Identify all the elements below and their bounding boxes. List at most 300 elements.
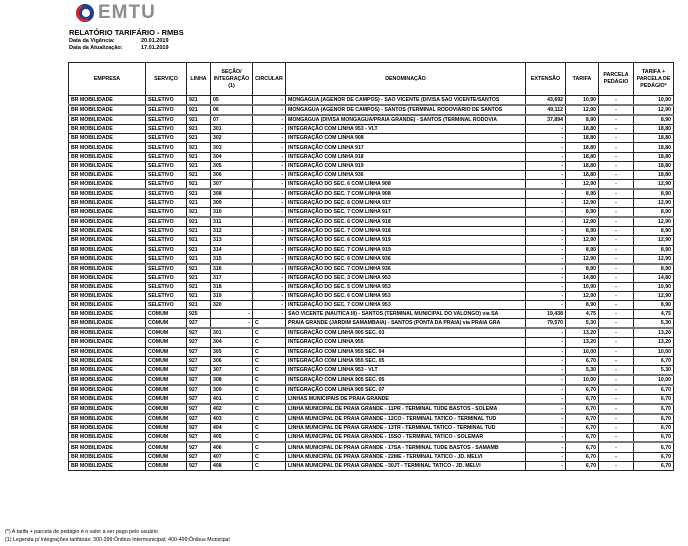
cell-secao: 307 bbox=[211, 179, 253, 189]
cell-linha: 921 bbox=[187, 208, 211, 218]
table-row bbox=[69, 161, 674, 170]
cell-circular: - bbox=[253, 115, 286, 125]
table-row bbox=[69, 208, 674, 218]
vigencia-line bbox=[69, 38, 169, 44]
cell-tarifa: 12,90 bbox=[566, 254, 599, 264]
cell-denominacao: INTEGRAÇÃO COM LINHA 908 bbox=[286, 134, 526, 143]
cell-secao: 309 bbox=[211, 385, 253, 395]
cell-servico: COMUM bbox=[146, 414, 187, 424]
cell-secao: - bbox=[211, 310, 253, 319]
cell-empresa: BR MOBILIDADE bbox=[69, 291, 146, 300]
cell-denominacao: LINHA MUNICIPAL DE PRAIA GRANDE - 13TR - TERMINAL TATICO - TERMINAL TUD bbox=[286, 424, 526, 433]
cell-parcela-pedagio: - bbox=[599, 385, 634, 395]
cell-circular: C bbox=[253, 442, 286, 452]
table-row bbox=[69, 96, 674, 106]
cell-denominacao: LINHA MUNICIPAL DE PRAIA GRANDE - 22ME - TERMINAL TATICO - JD. MELVI bbox=[286, 452, 526, 461]
cell-denominacao: MONGAGUA (AGENOR DE CAMPOS) - SANTOS (TERMINAL RODOVIARIO DE SANTOS bbox=[286, 105, 526, 115]
cell-tarifa: 18,80 bbox=[566, 125, 599, 134]
cell-parcela-pedagio: - bbox=[599, 291, 634, 300]
cell-tarifa: 6,70 bbox=[566, 395, 599, 405]
cell-linha: 927 bbox=[187, 442, 211, 452]
cell-denominacao: PRAIA GRANDE (JARDIM SAMAMBAIA) - SANTOS (PONTA DA PRAIA) via PRAIA GRA bbox=[286, 319, 526, 329]
cell-parcela-pedagio: - bbox=[599, 170, 634, 179]
cell-linha: 921 bbox=[187, 245, 211, 254]
cell-linha: 927 bbox=[187, 385, 211, 395]
cell-secao: 304 bbox=[211, 152, 253, 161]
cell-denominacao: INTEGRAÇÃO COM LINHA 936 bbox=[286, 170, 526, 179]
cell-extensao: 49,112 bbox=[526, 105, 566, 115]
cell-circular: - bbox=[253, 245, 286, 254]
cell-tarifa: 18,80 bbox=[566, 161, 599, 170]
table-row bbox=[69, 433, 674, 443]
cell-circular: - bbox=[253, 291, 286, 300]
cell-linha: 927 bbox=[187, 395, 211, 405]
table-row bbox=[69, 328, 674, 338]
cell-denominacao: INTEGRAÇÃO DO SEC. 6 COM LINHA 918 bbox=[286, 217, 526, 227]
table-row bbox=[69, 143, 674, 152]
col-tarifa: TARIFA bbox=[566, 63, 599, 96]
cell-circular: C bbox=[253, 338, 286, 347]
cell-secao: 317 bbox=[211, 273, 253, 282]
cell-servico: SELETIVO bbox=[146, 282, 187, 291]
cell-parcela-pedagio: - bbox=[599, 273, 634, 282]
cell-linha: 921 bbox=[187, 236, 211, 245]
cell-tarifa-total: 6,70 bbox=[634, 433, 674, 443]
cell-extensao: 79,570 bbox=[526, 319, 566, 329]
col-servico: SERVIÇO bbox=[146, 63, 187, 96]
cell-tarifa: 12,90 bbox=[566, 291, 599, 300]
table-row bbox=[69, 125, 674, 134]
cell-empresa: BR MOBILIDADE bbox=[69, 254, 146, 264]
cell-parcela-pedagio: - bbox=[599, 179, 634, 189]
cell-extensao: - bbox=[526, 301, 566, 310]
cell-extensao: - bbox=[526, 236, 566, 245]
cell-tarifa-total: 6,70 bbox=[634, 442, 674, 452]
cell-tarifa: 8,90 bbox=[566, 301, 599, 310]
cell-tarifa: 8,90 bbox=[566, 115, 599, 125]
table-row bbox=[69, 217, 674, 227]
table-row bbox=[69, 152, 674, 161]
cell-empresa: BR MOBILIDADE bbox=[69, 189, 146, 199]
cell-tarifa: 13,20 bbox=[566, 338, 599, 347]
cell-extensao: - bbox=[526, 254, 566, 264]
cell-circular: - bbox=[253, 152, 286, 161]
cell-tarifa: 10,90 bbox=[566, 96, 599, 106]
cell-secao: 320 bbox=[211, 301, 253, 310]
cell-parcela-pedagio: - bbox=[599, 134, 634, 143]
cell-tarifa-total: 18,80 bbox=[634, 125, 674, 134]
cell-secao: 301 bbox=[211, 125, 253, 134]
col-circular: CIRCULAR bbox=[253, 63, 286, 96]
cell-circular: C bbox=[253, 395, 286, 405]
cell-extensao: - bbox=[526, 424, 566, 433]
table-row bbox=[69, 424, 674, 433]
cell-extensao: - bbox=[526, 291, 566, 300]
cell-extensao: - bbox=[526, 385, 566, 395]
cell-tarifa: 6,70 bbox=[566, 385, 599, 395]
cell-parcela-pedagio: - bbox=[599, 301, 634, 310]
cell-tarifa-total: 10,90 bbox=[634, 96, 674, 106]
cell-empresa: BR MOBILIDADE bbox=[69, 442, 146, 452]
emtu-logo-icon bbox=[76, 4, 94, 22]
cell-servico: SELETIVO bbox=[146, 208, 187, 218]
cell-linha: 921 bbox=[187, 217, 211, 227]
cell-linha: 927 bbox=[187, 404, 211, 414]
cell-servico: SELETIVO bbox=[146, 105, 187, 115]
cell-secao: 307 bbox=[211, 365, 253, 375]
cell-tarifa: 10,90 bbox=[566, 282, 599, 291]
cell-parcela-pedagio: - bbox=[599, 461, 634, 470]
cell-servico: SELETIVO bbox=[146, 227, 187, 236]
cell-tarifa-total: 8,90 bbox=[634, 245, 674, 254]
cell-tarifa: 6,70 bbox=[566, 424, 599, 433]
cell-servico: SELETIVO bbox=[146, 217, 187, 227]
cell-denominacao: LINHA MUNICIPAL DE PRAIA GRANDE - 15SO - TERMINAL TATICO - SOLEMAR bbox=[286, 433, 526, 443]
cell-tarifa-total: 18,80 bbox=[634, 161, 674, 170]
table-row bbox=[69, 291, 674, 300]
table-row bbox=[69, 461, 674, 470]
cell-denominacao: INTEGRAÇÃO COM LINHA 953 - VLT bbox=[286, 365, 526, 375]
cell-extensao: - bbox=[526, 161, 566, 170]
cell-extensao: - bbox=[526, 245, 566, 254]
table-row bbox=[69, 189, 674, 199]
cell-tarifa-total: 5,30 bbox=[634, 319, 674, 329]
table-row bbox=[69, 264, 674, 274]
cell-extensao: - bbox=[526, 189, 566, 199]
cell-circular: C bbox=[253, 452, 286, 461]
cell-tarifa: 12,90 bbox=[566, 236, 599, 245]
cell-empresa: BR MOBILIDADE bbox=[69, 433, 146, 443]
cell-empresa: BR MOBILIDADE bbox=[69, 125, 146, 134]
cell-servico: SELETIVO bbox=[146, 96, 187, 106]
cell-linha: 927 bbox=[187, 414, 211, 424]
cell-secao: 305 bbox=[211, 347, 253, 356]
cell-empresa: BR MOBILIDADE bbox=[69, 461, 146, 470]
cell-linha: 927 bbox=[187, 433, 211, 443]
cell-extensao: - bbox=[526, 404, 566, 414]
cell-tarifa: 6,70 bbox=[566, 404, 599, 414]
cell-parcela-pedagio: - bbox=[599, 245, 634, 254]
cell-secao: 313 bbox=[211, 236, 253, 245]
cell-empresa: BR MOBILIDADE bbox=[69, 365, 146, 375]
cell-linha: 921 bbox=[187, 134, 211, 143]
cell-linha: 921 bbox=[187, 115, 211, 125]
cell-empresa: BR MOBILIDADE bbox=[69, 347, 146, 356]
cell-circular: - bbox=[253, 282, 286, 291]
cell-tarifa-total: 14,80 bbox=[634, 273, 674, 282]
cell-extensao: - bbox=[526, 208, 566, 218]
cell-linha: 921 bbox=[187, 273, 211, 282]
cell-circular: - bbox=[253, 199, 286, 208]
cell-secao: 404 bbox=[211, 424, 253, 433]
cell-servico: SELETIVO bbox=[146, 301, 187, 310]
cell-secao: 312 bbox=[211, 227, 253, 236]
cell-denominacao: INTEGRAÇÃO DO SEC. 3 COM LINHA 953 bbox=[286, 273, 526, 282]
cell-denominacao: SAO VICENTE (NAUTICA III) - SANTOS (TERMINAL MUNICIPAL DO VALONGO) via SA bbox=[286, 310, 526, 319]
cell-servico: COMUM bbox=[146, 356, 187, 365]
cell-extensao: - bbox=[526, 375, 566, 385]
cell-tarifa-total: 6,70 bbox=[634, 385, 674, 395]
cell-empresa: BR MOBILIDADE bbox=[69, 96, 146, 106]
cell-parcela-pedagio: - bbox=[599, 236, 634, 245]
cell-servico: COMUM bbox=[146, 319, 187, 329]
cell-circular: - bbox=[253, 105, 286, 115]
cell-secao: - bbox=[211, 319, 253, 329]
table-row bbox=[69, 385, 674, 395]
table-row bbox=[69, 245, 674, 254]
cell-denominacao: MONGAGUA (DIVISA MONGAGUA/PRAIA GRANDE) - SANTOS (TERMINAL RODOVIA bbox=[286, 115, 526, 125]
cell-servico: SELETIVO bbox=[146, 189, 187, 199]
table-row bbox=[69, 404, 674, 414]
cell-tarifa-total: 13,20 bbox=[634, 328, 674, 338]
cell-empresa: BR MOBILIDADE bbox=[69, 227, 146, 236]
cell-extensao: - bbox=[526, 152, 566, 161]
cell-empresa: BR MOBILIDADE bbox=[69, 152, 146, 161]
cell-circular: - bbox=[253, 310, 286, 319]
cell-linha: 921 bbox=[187, 199, 211, 208]
cell-denominacao: INTEGRAÇÃO DO SEC. 6 COM LINHA 908 bbox=[286, 179, 526, 189]
cell-linha: 921 bbox=[187, 105, 211, 115]
cell-linha: 927 bbox=[187, 365, 211, 375]
cell-parcela-pedagio: - bbox=[599, 199, 634, 208]
cell-tarifa: 8,90 bbox=[566, 245, 599, 254]
cell-parcela-pedagio: - bbox=[599, 254, 634, 264]
cell-secao: 401 bbox=[211, 395, 253, 405]
cell-tarifa-total: 5,30 bbox=[634, 365, 674, 375]
col-parcela-pedagio: PARCELA PEDÁGIO bbox=[599, 63, 634, 96]
cell-circular: - bbox=[253, 179, 286, 189]
cell-linha: 921 bbox=[187, 264, 211, 274]
table-row bbox=[69, 134, 674, 143]
cell-tarifa-total: 12,90 bbox=[634, 236, 674, 245]
cell-tarifa: 12,90 bbox=[566, 199, 599, 208]
cell-secao: 306 bbox=[211, 170, 253, 179]
cell-tarifa: 5,30 bbox=[566, 319, 599, 329]
cell-extensao: 19,438 bbox=[526, 310, 566, 319]
cell-empresa: BR MOBILIDADE bbox=[69, 170, 146, 179]
cell-denominacao: INTEGRAÇÃO COM LINHA 955 SEC. 05 bbox=[286, 356, 526, 365]
cell-extensao: - bbox=[526, 199, 566, 208]
cell-empresa: BR MOBILIDADE bbox=[69, 245, 146, 254]
cell-secao: 402 bbox=[211, 404, 253, 414]
cell-parcela-pedagio: - bbox=[599, 115, 634, 125]
cell-tarifa: 18,80 bbox=[566, 170, 599, 179]
table-row bbox=[69, 170, 674, 179]
cell-tarifa-total: 10,90 bbox=[634, 282, 674, 291]
cell-tarifa-total: 18,80 bbox=[634, 143, 674, 152]
table-row bbox=[69, 115, 674, 125]
cell-extensao: - bbox=[526, 414, 566, 424]
cell-empresa: BR MOBILIDADE bbox=[69, 385, 146, 395]
cell-empresa: BR MOBILIDADE bbox=[69, 236, 146, 245]
atualizacao-value: 17.01.2019 bbox=[141, 45, 169, 51]
cell-empresa: BR MOBILIDADE bbox=[69, 282, 146, 291]
cell-servico: SELETIVO bbox=[146, 236, 187, 245]
cell-parcela-pedagio: - bbox=[599, 264, 634, 274]
cell-empresa: BR MOBILIDADE bbox=[69, 105, 146, 115]
cell-extensao: - bbox=[526, 282, 566, 291]
cell-parcela-pedagio: - bbox=[599, 442, 634, 452]
cell-denominacao: INTEGRAÇÃO COM LINHA 919 bbox=[286, 161, 526, 170]
cell-servico: COMUM bbox=[146, 404, 187, 414]
cell-servico: SELETIVO bbox=[146, 115, 187, 125]
table-row bbox=[69, 442, 674, 452]
cell-parcela-pedagio: - bbox=[599, 227, 634, 236]
col-empresa: EMPRESA bbox=[69, 63, 146, 96]
cell-linha: 921 bbox=[187, 125, 211, 134]
cell-circular: - bbox=[253, 170, 286, 179]
cell-empresa: BR MOBILIDADE bbox=[69, 328, 146, 338]
cell-parcela-pedagio: - bbox=[599, 356, 634, 365]
cell-servico: SELETIVO bbox=[146, 152, 187, 161]
cell-empresa: BR MOBILIDADE bbox=[69, 338, 146, 347]
cell-servico: SELETIVO bbox=[146, 273, 187, 282]
cell-extensao: - bbox=[526, 328, 566, 338]
cell-parcela-pedagio: - bbox=[599, 319, 634, 329]
cell-denominacao: INTEGRAÇÃO DO SEC. 6 COM LINHA 919 bbox=[286, 236, 526, 245]
cell-circular: - bbox=[253, 143, 286, 152]
cell-secao: 319 bbox=[211, 291, 253, 300]
cell-linha: 921 bbox=[187, 179, 211, 189]
cell-linha: 921 bbox=[187, 291, 211, 300]
cell-tarifa-total: 4,75 bbox=[634, 310, 674, 319]
cell-servico: COMUM bbox=[146, 442, 187, 452]
cell-linha: 921 bbox=[187, 143, 211, 152]
vigencia-label: Data da Vigência: bbox=[69, 38, 115, 44]
cell-empresa: BR MOBILIDADE bbox=[69, 310, 146, 319]
cell-linha: 927 bbox=[187, 356, 211, 365]
cell-circular: - bbox=[253, 96, 286, 106]
cell-empresa: BR MOBILIDADE bbox=[69, 208, 146, 218]
cell-circular: - bbox=[253, 125, 286, 134]
cell-denominacao: INTEGRAÇÃO DO SEC. 7 COM LINHA 918 bbox=[286, 227, 526, 236]
cell-parcela-pedagio: - bbox=[599, 143, 634, 152]
cell-circular: C bbox=[253, 375, 286, 385]
cell-parcela-pedagio: - bbox=[599, 217, 634, 227]
cell-linha: 921 bbox=[187, 152, 211, 161]
cell-secao: 308 bbox=[211, 375, 253, 385]
cell-servico: COMUM bbox=[146, 310, 187, 319]
cell-denominacao: INTEGRAÇÃO DO SEC. 5 COM LINHA 953 bbox=[286, 282, 526, 291]
cell-circular: C bbox=[253, 356, 286, 365]
cell-secao: 303 bbox=[211, 143, 253, 152]
cell-denominacao: LINHA MUNICIPAL DE PRAIA GRANDE - 17SA - TERMINAL TUDE BASTOS - SAMAMB bbox=[286, 442, 526, 452]
cell-parcela-pedagio: - bbox=[599, 96, 634, 106]
cell-circular: C bbox=[253, 385, 286, 395]
cell-tarifa-total: 6,70 bbox=[634, 452, 674, 461]
cell-extensao: - bbox=[526, 347, 566, 356]
cell-empresa: BR MOBILIDADE bbox=[69, 264, 146, 274]
cell-parcela-pedagio: - bbox=[599, 152, 634, 161]
table-row bbox=[69, 236, 674, 245]
cell-servico: COMUM bbox=[146, 338, 187, 347]
cell-tarifa: 6,70 bbox=[566, 452, 599, 461]
cell-tarifa-total: 6,70 bbox=[634, 461, 674, 470]
cell-servico: COMUM bbox=[146, 461, 187, 470]
cell-denominacao: MONGAGUA (AGENOR DE CAMPOS) - SAO VICENTE (DIVISA SAO VICENTE/SANTOS bbox=[286, 96, 526, 106]
cell-tarifa-total: 8,90 bbox=[634, 189, 674, 199]
cell-parcela-pedagio: - bbox=[599, 328, 634, 338]
cell-extensao: - bbox=[526, 461, 566, 470]
cell-tarifa: 18,80 bbox=[566, 143, 599, 152]
cell-tarifa: 6,70 bbox=[566, 356, 599, 365]
table-header bbox=[69, 63, 674, 96]
cell-linha: 927 bbox=[187, 375, 211, 385]
cell-denominacao: INTEGRAÇÃO COM LINHA 905 SEC. 07 bbox=[286, 385, 526, 395]
table-row bbox=[69, 452, 674, 461]
cell-tarifa: 8,90 bbox=[566, 227, 599, 236]
cell-empresa: BR MOBILIDADE bbox=[69, 143, 146, 152]
report-title: RELATÓRIO TARIFÁRIO - RMBS bbox=[69, 28, 184, 37]
cell-secao: 408 bbox=[211, 461, 253, 470]
cell-circular: - bbox=[253, 208, 286, 218]
cell-secao: 06 bbox=[211, 105, 253, 115]
cell-denominacao: LINHA MUNICIPAL DE PRAIA GRANDE - 30JT - TERMINAL TATICO - JD. MELVI bbox=[286, 461, 526, 470]
cell-empresa: BR MOBILIDADE bbox=[69, 179, 146, 189]
cell-tarifa: 5,30 bbox=[566, 365, 599, 375]
cell-linha: 927 bbox=[187, 328, 211, 338]
table-row bbox=[69, 395, 674, 405]
cell-tarifa: 6,70 bbox=[566, 414, 599, 424]
cell-tarifa: 6,70 bbox=[566, 433, 599, 443]
table-row bbox=[69, 301, 674, 310]
cell-tarifa-total: 12,90 bbox=[634, 217, 674, 227]
cell-denominacao: LINHA MUNICIPAL DE PRAIA GRANDE - 12CO - TERMINAL TATICO - TERMINAL TUD bbox=[286, 414, 526, 424]
cell-extensao: - bbox=[526, 143, 566, 152]
cell-tarifa-total: 12,90 bbox=[634, 254, 674, 264]
cell-parcela-pedagio: - bbox=[599, 433, 634, 443]
cell-parcela-pedagio: - bbox=[599, 365, 634, 375]
cell-tarifa: 18,80 bbox=[566, 134, 599, 143]
cell-extensao: - bbox=[526, 273, 566, 282]
cell-servico: SELETIVO bbox=[146, 254, 187, 264]
cell-parcela-pedagio: - bbox=[599, 347, 634, 356]
cell-tarifa: 8,90 bbox=[566, 264, 599, 274]
vigencia-value: 20.01.2019 bbox=[141, 38, 169, 44]
cell-empresa: BR MOBILIDADE bbox=[69, 395, 146, 405]
cell-denominacao: INTEGRAÇÃO DO SEC. 7 COM LINHA 936 bbox=[286, 264, 526, 274]
cell-linha: 927 bbox=[187, 347, 211, 356]
cell-circular: C bbox=[253, 414, 286, 424]
cell-tarifa-total: 6,70 bbox=[634, 395, 674, 405]
cell-secao: 05 bbox=[211, 96, 253, 106]
cell-empresa: BR MOBILIDADE bbox=[69, 301, 146, 310]
cell-circular: C bbox=[253, 347, 286, 356]
cell-circular: C bbox=[253, 424, 286, 433]
table-row bbox=[69, 347, 674, 356]
cell-parcela-pedagio: - bbox=[599, 282, 634, 291]
cell-denominacao: INTEGRAÇÃO COM LINHA 955 bbox=[286, 338, 526, 347]
cell-tarifa-total: 12,90 bbox=[634, 105, 674, 115]
cell-circular: C bbox=[253, 433, 286, 443]
cell-servico: COMUM bbox=[146, 385, 187, 395]
cell-servico: COMUM bbox=[146, 424, 187, 433]
cell-servico: COMUM bbox=[146, 328, 187, 338]
cell-tarifa-total: 12,90 bbox=[634, 291, 674, 300]
cell-linha: 921 bbox=[187, 189, 211, 199]
cell-servico: SELETIVO bbox=[146, 245, 187, 254]
cell-circular: - bbox=[253, 254, 286, 264]
cell-extensao: - bbox=[526, 227, 566, 236]
cell-tarifa: 13,20 bbox=[566, 328, 599, 338]
cell-servico: COMUM bbox=[146, 452, 187, 461]
table-row bbox=[69, 179, 674, 189]
cell-secao: 308 bbox=[211, 189, 253, 199]
cell-extensao: - bbox=[526, 170, 566, 179]
cell-extensao: - bbox=[526, 125, 566, 134]
cell-circular: - bbox=[253, 217, 286, 227]
cell-linha: 927 bbox=[187, 452, 211, 461]
